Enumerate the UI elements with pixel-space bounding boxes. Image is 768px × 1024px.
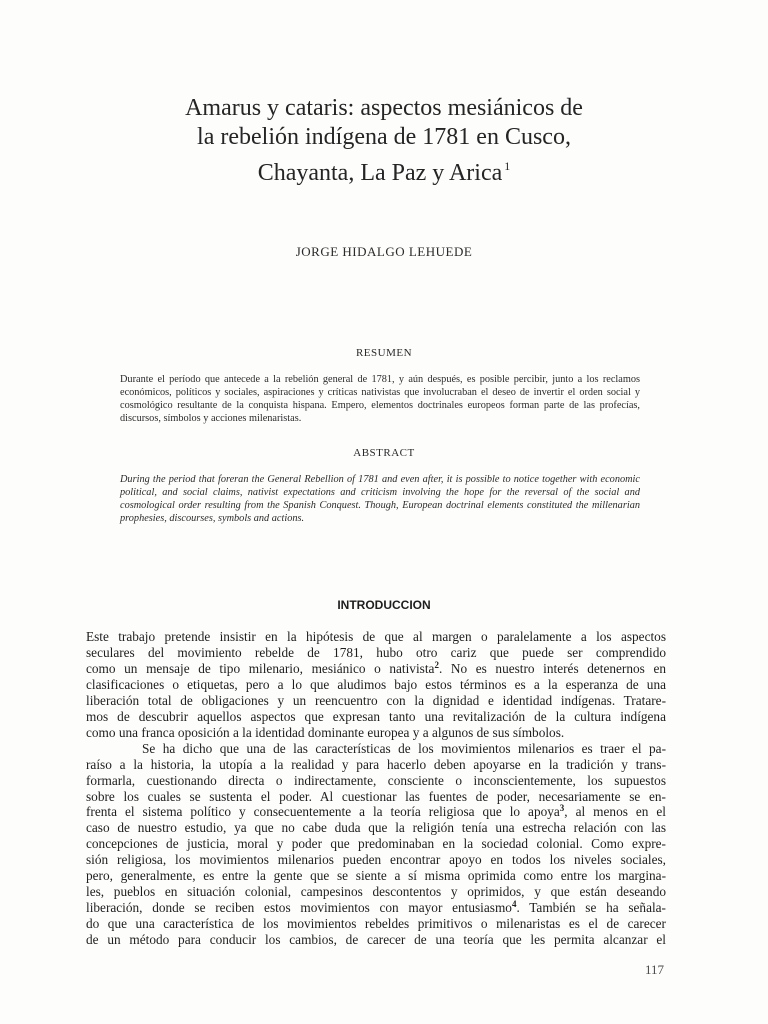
body-line-text: de un método para conducir los cambios, de carecer de una teoría que les permita alcanzar el (86, 932, 666, 948)
body-line (86, 789, 666, 805)
body-line-text: Este trabajo pretende insistir en la hipótesis de que al margen o paralelamente a los aspectos (86, 629, 666, 644)
abstract-heading: ABSTRACT (353, 447, 415, 459)
body-line-text: como una franca oposición a la identidad dominante europea y a algunos de sus símbolos. (86, 724, 565, 740)
body-line-text: seculares del movimiento rebelde de 1781, hubo otro cariz que puede ser comprendido (86, 644, 666, 660)
body-line-text: les, pueblos en situación colonial, campesinos descontentos y oprimidos, y que están deseando (86, 884, 666, 900)
body-line-text: mos de descubrir aquellos aspectos que expresan tanto una revitalización de la cultura indígena (86, 708, 666, 724)
resumen-text: Durante el período que antecede a la rebelión general de 1781, y aún después, es posible percibir, junto a los reclamos económicos, políticos y sociales, aspiraciones y críticas nativistas que involucraban el deseo de invertir el orden social y cosmológico resultante de la conquista hispana. Empero, elementos doctrinales europeos forman parte de las profecías, discursos, símbolos y acciones milenaristas. (120, 374, 640, 424)
body-line-text: Se ha dicho que una de las características de los movimientos milenarios es traer el pa- (142, 740, 666, 756)
body-line (86, 836, 666, 852)
body-line-text: sobre los cuales se sustenta el poder. Al cuestionar las fuentes de poder, necesariamente se en- (86, 788, 666, 804)
body-line-text-after: . No es nuestro interés detenernos en (438, 660, 666, 676)
body-line (86, 677, 666, 693)
body-line (86, 645, 666, 661)
body-line (86, 900, 666, 916)
body-line-text: formarla, cuestionando directa o indirectamente, consciente o inconscientemente, los supuestos (86, 772, 666, 788)
body-line-text: liberación, donde se reciben estos movimientos con mayor entusiasmo (86, 900, 512, 916)
body-line-text: raíso a la historia, la utopía a la realidad y para hacerlo deben apoyarse en la tradición y trans- (86, 756, 666, 772)
body-line (86, 757, 666, 773)
body-line-text: sión religiosa, los movimientos milenarios pueden encontrar apoyo en todos los niveles sociales, (86, 852, 666, 868)
body-line-text: como un mensaje de tipo milenario, mesiánico o nativista (86, 660, 435, 676)
body-line (86, 725, 666, 741)
title-line-1: Amarus y cataris: aspectos mesiánicos de (185, 95, 583, 121)
body-line (86, 773, 666, 789)
footnote-mark: 4 (511, 899, 517, 910)
body-line-text: frenta el sistema político y consecuentemente a la teoría religiosa que lo apoya (86, 804, 560, 820)
title-line-3 (0, 152, 768, 188)
author-name: JORGE HIDALGO LEHUEDE (295, 244, 473, 259)
body-line (86, 868, 666, 884)
title-line-2: la rebelión indígena de 1781 en Cusco, (197, 124, 571, 150)
body-line (86, 741, 666, 757)
body-line (86, 661, 666, 677)
abstract-text: During the period that foreran the General Rebellion of 1781 and even after, it is possible to notice together with economic political, and social claims, nativist expectations and criticism involving the hope for the reversal of the social and cosmological order resulting from the Spanish Conquest. Though, European doctrinal elements constituted the millenarian prophesies, discourses, symbols and actions. (120, 474, 640, 524)
body-line (86, 932, 666, 948)
body-line (86, 884, 666, 900)
title-footnote-mark: 1 (504, 159, 511, 173)
body-line-text: concepciones de justicia, moral y poder que predominaban en la sociedad colonial. Como expre- (86, 836, 666, 852)
body-line (86, 693, 666, 709)
body-line (86, 709, 666, 725)
body-line (86, 820, 666, 836)
section-heading: INTRODUCCION (337, 598, 431, 612)
page-number: 117 (644, 962, 664, 977)
body-line-text: clasificaciones o etiquetas, pero a lo que aludimos bajo estos términos es a la esperanza de una (86, 676, 666, 692)
footnote-mark: 3 (559, 803, 565, 814)
body-line (86, 629, 666, 645)
resumen-heading: RESUMEN (355, 347, 413, 359)
article-title (0, 94, 768, 188)
body-line-text: do que una característica de los movimientos rebeldes primitivos o milenaristas es el de carecer (86, 916, 666, 932)
body-text (86, 629, 666, 948)
body-line (86, 804, 666, 820)
footnote-mark: 2 (434, 659, 439, 670)
body-line (86, 852, 666, 868)
title-line-3-text: Chayanta, La Paz y Arica (257, 160, 503, 186)
body-line-text: liberación total de obligaciones y un reencuentro con la dignidad e identidad indígenas. Tratare- (86, 692, 666, 708)
body-line-text: pero, generalmente, es entre la gente que se siente a sí misma oprimida como entre los margina- (86, 868, 666, 884)
body-line-text-after: , al menos en el (564, 804, 666, 820)
body-line-text-after: . También se ha señala- (516, 900, 666, 916)
body-line-text: caso de nuestro estudio, ya que no cabe duda que la religión tenía una estrecha relación con las (86, 820, 666, 836)
body-line (86, 916, 666, 932)
